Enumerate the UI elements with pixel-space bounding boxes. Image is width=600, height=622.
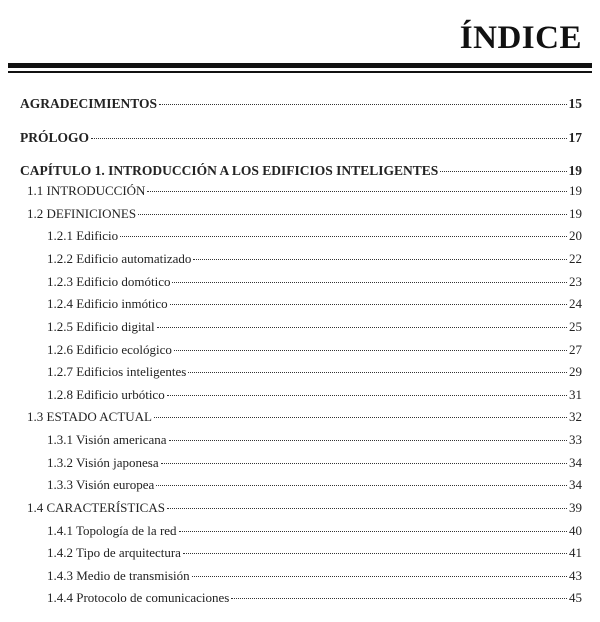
- toc-entry-1-3: [27, 409, 582, 425]
- toc-entry-page: 32: [569, 409, 582, 424]
- toc-entry-agradecimientos: [20, 96, 582, 112]
- leader-dots: [167, 395, 567, 396]
- toc-entry-1-4-1: [47, 523, 582, 539]
- toc-entry-1-3-3: [47, 477, 582, 493]
- leader-dots: [172, 282, 567, 283]
- leader-dots: [159, 104, 566, 105]
- toc-entry-label: 1.4.4 Protocolo de comunicaciones: [47, 590, 230, 605]
- leader-dots: [169, 440, 567, 441]
- toc-entry-label: 1.1 INTRODUCCIÓN: [27, 183, 146, 198]
- toc-entry-page: 19: [569, 206, 582, 221]
- leader-dots: [120, 236, 567, 237]
- toc-entry-label: 1.2.6 Edificio ecológico: [47, 342, 172, 357]
- toc-entry-page: 22: [569, 251, 582, 266]
- toc-entry-label: 1.4.1 Topología de la red: [47, 523, 177, 538]
- leader-dots: [188, 372, 567, 373]
- toc-entry-page: 17: [568, 130, 582, 145]
- toc-entry-1-2-7: [47, 364, 582, 380]
- title-rule-thick: [8, 63, 592, 68]
- leader-dots: [179, 531, 567, 532]
- leader-dots: [138, 214, 567, 215]
- toc-entry-label: 1.3.1 Visión americana: [47, 432, 167, 447]
- toc-entry-label: 1.2.2 Edificio automatizado: [47, 251, 192, 266]
- toc-entry-1-2-1: [47, 228, 582, 244]
- toc-entry-1-1: [27, 183, 582, 199]
- page-title: ÍNDICE: [459, 20, 582, 56]
- toc-entry-page: 45: [569, 590, 582, 605]
- toc-entry-prologo: [20, 130, 582, 146]
- toc-entry-page: 25: [569, 319, 582, 334]
- leader-dots: [231, 598, 567, 599]
- toc-entry-label: CAPÍTULO 1. INTRODUCCIÓN A LOS EDIFICIOS INTELIGENTES: [20, 163, 439, 178]
- toc-entry-1-2-4: [47, 296, 582, 312]
- toc-entry-1-2-5: [47, 319, 582, 335]
- toc-entry-label: 1.4.3 Medio de transmisión: [47, 568, 190, 583]
- toc-entry-page: 34: [569, 455, 582, 470]
- toc-entry-1-4: [27, 500, 582, 516]
- leader-dots: [440, 171, 566, 172]
- toc-entry-1-2-6: [47, 342, 582, 358]
- toc-entry-label: 1.2.1 Edificio: [47, 228, 119, 243]
- toc-entry-page: 19: [569, 183, 582, 198]
- toc-entry-label: AGRADECIMIENTOS: [20, 96, 158, 111]
- toc-entry-label: 1.2.7 Edificios inteligentes: [47, 364, 187, 379]
- toc-entry-label: 1.4.2 Tipo de arquitectura: [47, 545, 181, 560]
- leader-dots: [193, 259, 567, 260]
- toc-entry-label: 1.2.5 Edificio digital: [47, 319, 155, 334]
- toc-entry-label: 1.3.3 Visión europea: [47, 477, 155, 492]
- leader-dots: [167, 508, 567, 509]
- leader-dots: [147, 191, 567, 192]
- toc-entry-1-3-1: [47, 432, 582, 448]
- toc-entry-1-2-8: [47, 387, 582, 403]
- leader-dots: [154, 417, 567, 418]
- toc-entry-page: 29: [569, 364, 582, 379]
- leader-dots: [157, 327, 567, 328]
- toc-entry-label: 1.3.2 Visión japonesa: [47, 455, 159, 470]
- leader-dots: [170, 304, 567, 305]
- title-rule-thin: [8, 71, 592, 73]
- toc-entry-page: 24: [569, 296, 582, 311]
- toc-entry-page: 40: [569, 523, 582, 538]
- toc-entry-1-2-3: [47, 274, 582, 290]
- toc-entry-1-4-4: [47, 590, 582, 606]
- toc-entry-label: 1.3 ESTADO ACTUAL: [27, 409, 152, 424]
- toc-entry-page: 19: [568, 163, 582, 178]
- toc-entry-label: 1.4 CARACTERÍSTICAS: [27, 500, 165, 515]
- toc-entry-1-4-2: [47, 545, 582, 561]
- leader-dots: [174, 350, 567, 351]
- toc-entry-label: 1.2.4 Edificio inmótico: [47, 296, 168, 311]
- toc-entry-1-3-2: [47, 455, 582, 471]
- toc-entry-page: 41: [569, 545, 582, 560]
- leader-dots: [161, 463, 567, 464]
- toc-entry-capitulo-1: [20, 163, 582, 179]
- toc-entry-page: 43: [569, 568, 582, 583]
- toc-entry-page: 31: [569, 387, 582, 402]
- leader-dots: [91, 138, 566, 139]
- leader-dots: [183, 553, 567, 554]
- toc-entry-page: 20: [569, 228, 582, 243]
- leader-dots: [156, 485, 567, 486]
- toc-entry-page: 34: [569, 477, 582, 492]
- toc-entry-1-2-2: [47, 251, 582, 267]
- toc-entry-page: 39: [569, 500, 582, 515]
- toc-entry-label: 1.2.8 Edificio urbótico: [47, 387, 165, 402]
- toc-entry-1-4-3: [47, 568, 582, 584]
- toc-entry-label: 1.2.3 Edificio domótico: [47, 274, 171, 289]
- toc-entry-label: PRÓLOGO: [20, 130, 90, 145]
- toc-entry-page: 15: [568, 96, 582, 111]
- toc-entry-1-2: [27, 206, 582, 222]
- toc-entry-page: 27: [569, 342, 582, 357]
- leader-dots: [192, 576, 567, 577]
- toc-entry-label: 1.2 DEFINICIONES: [27, 206, 137, 221]
- toc-entry-page: 23: [569, 274, 582, 289]
- toc-entry-page: 33: [569, 432, 582, 447]
